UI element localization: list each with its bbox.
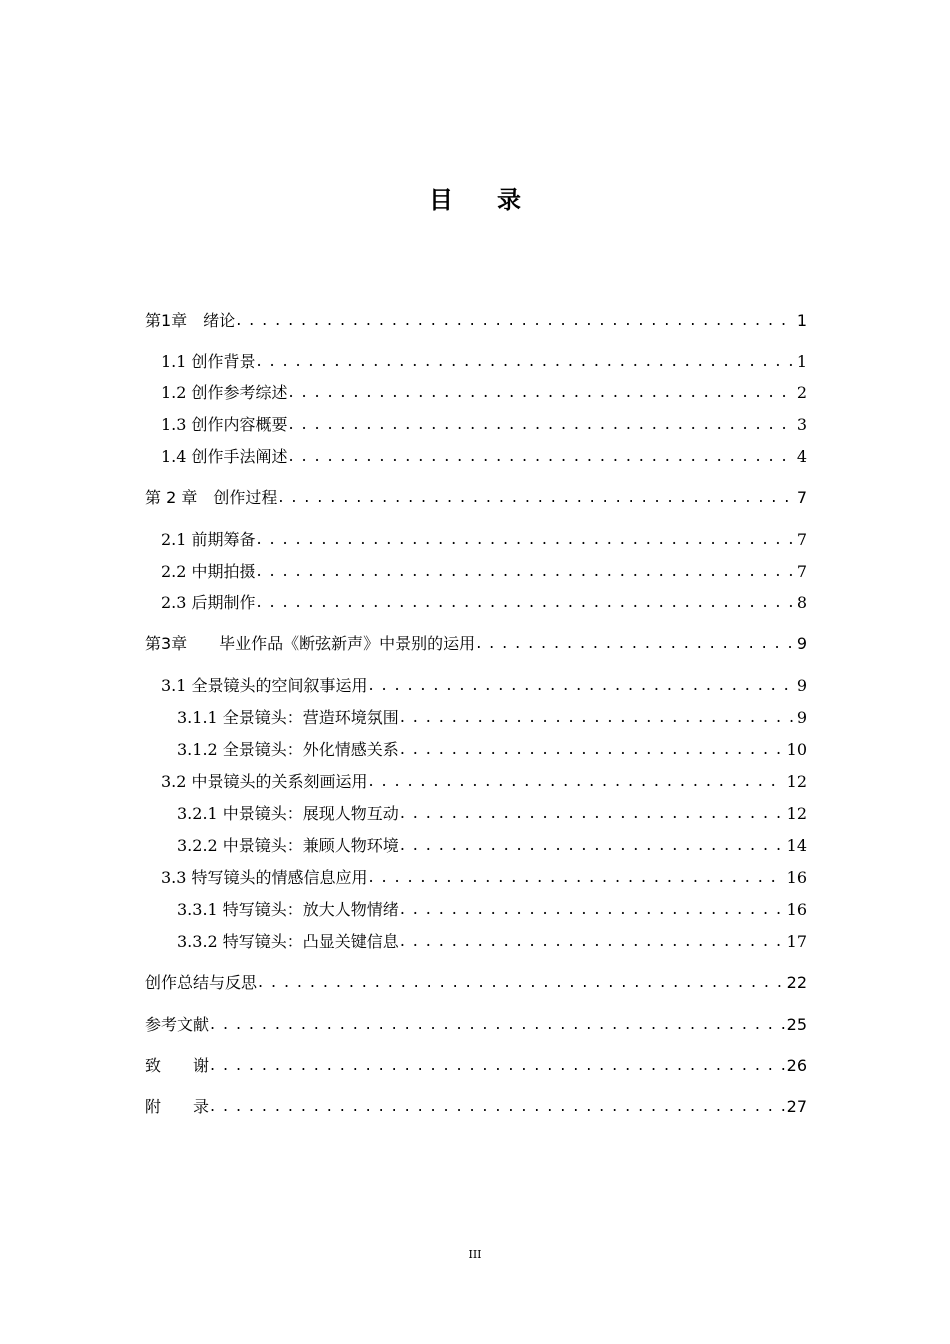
toc-entry-page: 7 <box>796 488 807 507</box>
toc-entry[interactable] <box>145 834 807 858</box>
toc-entry-page: 27 <box>786 1097 807 1116</box>
toc-leader-dots <box>210 1094 785 1118</box>
toc-leader-dots <box>400 833 785 857</box>
toc-entry-label: 第 2 章 创作过程 <box>145 488 278 507</box>
toc-entry-page: 16 <box>786 868 807 887</box>
toc-leader-dots <box>257 349 795 373</box>
toc-entry-page: 4 <box>796 447 807 466</box>
toc-entry[interactable] <box>145 560 807 584</box>
toc-entry-page: 8 <box>796 593 807 612</box>
toc-leader-dots <box>289 444 795 468</box>
toc-entry-label: 3.2 中景镜头的关系刻画运用 <box>161 772 368 791</box>
toc-entry-page: 10 <box>786 740 807 759</box>
toc-entry-label: 3.3 特写镜头的情感信息应用 <box>161 868 368 887</box>
toc-entry[interactable] <box>145 381 807 405</box>
toc-entry[interactable] <box>145 486 807 510</box>
toc-entry-label: 第3章 毕业作品《断弦新声》中景别的运用 <box>145 634 476 653</box>
toc-entry-page: 9 <box>796 634 807 653</box>
toc-entry-label: 第1章 绪论 <box>145 311 236 330</box>
toc-entry-label: 1.3 创作内容概要 <box>161 415 288 434</box>
toc-entry-page: 2 <box>796 383 807 402</box>
toc-entry[interactable] <box>145 738 807 762</box>
toc-entry-page: 9 <box>796 708 807 727</box>
toc-entry-label: 3.2.1 中景镜头：展现人物互动 <box>177 804 399 823</box>
toc-entry[interactable] <box>145 528 807 552</box>
toc-entry-label: 1.4 创作手法阐述 <box>161 447 288 466</box>
toc-leader-dots <box>400 929 785 953</box>
toc-leader-dots <box>258 970 785 994</box>
toc-entry[interactable] <box>145 866 807 890</box>
toc-leader-dots <box>369 865 785 889</box>
page-number-footer: III <box>468 1248 482 1261</box>
toc-entry[interactable] <box>145 591 807 615</box>
toc-entry-page: 9 <box>796 676 807 695</box>
toc-entry-label: 3.1.1 全景镜头：营造环境氛围 <box>177 708 399 727</box>
toc-entry-page: 17 <box>786 932 807 951</box>
toc-leader-dots <box>210 1053 785 1077</box>
toc-entry-label: 1.1 创作背景 <box>161 352 256 371</box>
toc-entry[interactable] <box>145 971 807 995</box>
toc-entry-page: 25 <box>786 1015 807 1034</box>
toc-entry[interactable] <box>145 413 807 437</box>
toc-leader-dots <box>289 412 795 436</box>
toc-entry-page: 7 <box>796 530 807 549</box>
toc-entry[interactable] <box>145 802 807 826</box>
toc-entry[interactable] <box>145 309 807 333</box>
toc-entry-label: 3.3.1 特写镜头：放大人物情绪 <box>177 900 399 919</box>
toc-leader-dots <box>400 705 795 729</box>
toc-entry[interactable] <box>145 898 807 922</box>
toc-entry-label: 创作总结与反思 <box>145 973 258 992</box>
toc-entry-page: 1 <box>796 311 807 330</box>
toc-entry-label: 参考文献 <box>145 1015 210 1034</box>
toc-entry-page: 12 <box>786 804 807 823</box>
toc-entry-page: 16 <box>786 900 807 919</box>
toc-entry-label: 3.2.2 中景镜头：兼顾人物环境 <box>177 836 399 855</box>
toc-entry-page: 1 <box>796 352 807 371</box>
toc-entry[interactable] <box>145 930 807 954</box>
toc-leader-dots <box>400 897 785 921</box>
toc-leader-dots <box>369 769 785 793</box>
toc-leader-dots <box>369 673 795 697</box>
toc-entry[interactable] <box>145 1013 807 1037</box>
toc-entry-page: 14 <box>786 836 807 855</box>
toc-entry[interactable] <box>145 1095 807 1119</box>
toc-entry-page: 26 <box>786 1056 807 1075</box>
toc-entry-label: 3.1 全景镜头的空间叙事运用 <box>161 676 368 695</box>
toc-leader-dots <box>289 380 795 404</box>
toc-leader-dots <box>236 308 795 332</box>
toc-entry[interactable] <box>145 674 807 698</box>
toc-entry-label: 2.3 后期制作 <box>161 593 256 612</box>
toc-leader-dots <box>400 801 785 825</box>
toc-entry[interactable] <box>145 770 807 794</box>
page-title <box>0 180 950 215</box>
toc-entry-label: 1.2 创作参考综述 <box>161 383 288 402</box>
toc-entry-label: 附 录 <box>145 1097 210 1116</box>
toc-entry-page: 22 <box>786 973 807 992</box>
title-char-2: 录 <box>497 186 521 214</box>
toc-entry-label: 2.2 中期拍摄 <box>161 562 256 581</box>
toc-leader-dots <box>210 1012 785 1036</box>
toc-leader-dots <box>257 559 795 583</box>
toc-leader-dots <box>278 485 794 509</box>
toc-entry-label: 3.1.2 全景镜头：外化情感关系 <box>177 740 399 759</box>
toc-entry[interactable] <box>145 1054 807 1078</box>
toc-entry[interactable] <box>145 632 807 656</box>
toc-leader-dots <box>400 737 785 761</box>
toc-entry-label: 致 谢 <box>145 1056 210 1075</box>
toc-entry[interactable] <box>145 706 807 730</box>
toc-entry[interactable] <box>145 350 807 374</box>
toc-entry-page: 12 <box>786 772 807 791</box>
title-char-1: 目 <box>429 186 453 214</box>
toc-leader-dots <box>476 631 795 655</box>
toc-leader-dots <box>257 590 795 614</box>
toc-entry-label: 3.3.2 特写镜头：凸显关键信息 <box>177 932 399 951</box>
toc-entry[interactable] <box>145 445 807 469</box>
toc-leader-dots <box>257 527 795 551</box>
toc-entry-label: 2.1 前期筹备 <box>161 530 256 549</box>
toc-entry-page: 3 <box>796 415 807 434</box>
toc-entry-page: 7 <box>796 562 807 581</box>
